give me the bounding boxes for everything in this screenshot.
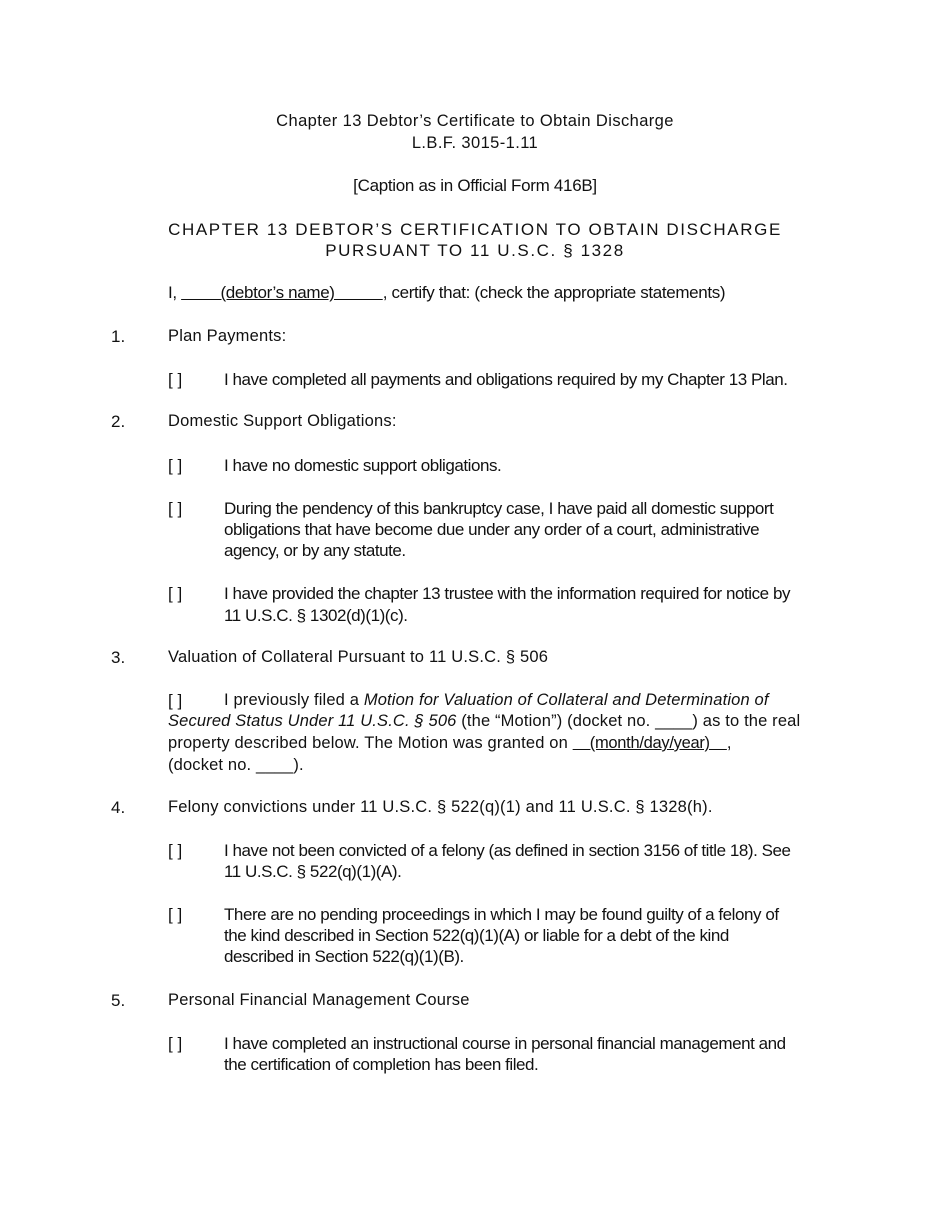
intro-suffix: , certify that: (check the appropriate statements) — [382, 283, 726, 302]
statement-line: the certification of completion has been filed. — [224, 1055, 539, 1074]
checkbox[interactable]: [ ] — [168, 1034, 183, 1053]
section-title: Felony convictions under 11 U.S.C. § 522(q)(1) and 11 U.S.C. § 1328(h). — [168, 798, 713, 816]
statement-line: During the pendency of this bankruptcy case, I have paid all domestic support — [224, 499, 774, 518]
certify-statement — [168, 282, 725, 303]
valuation-line-4: (docket no. ____). — [168, 756, 304, 774]
statement-line: I have no domestic support obligations. — [224, 456, 502, 475]
valuation-line-3 — [168, 733, 732, 754]
checkbox[interactable]: [ ] — [168, 456, 183, 475]
heading-line-1: CHAPTER 13 DEBTOR’S CERTIFICATION TO OBTAIN DISCHARGE — [168, 220, 782, 239]
valuation-text: (the “Motion”) (docket no. ____) as to the real — [456, 712, 801, 730]
section-number: 3. — [111, 648, 126, 667]
valuation-text: property described below. The Motion was granted on — [168, 734, 573, 752]
checkbox[interactable]: [ ] — [168, 841, 183, 860]
statement-line: There are no pending proceedings in which I may be found guilty of a felony of — [224, 905, 779, 924]
intro-prefix: I, — [168, 283, 182, 302]
motion-title: Motion for Valuation of Collateral and Determination of — [363, 691, 769, 709]
valuation-line-1 — [224, 690, 769, 711]
checkbox[interactable]: [ ] — [168, 905, 183, 924]
section-title: Domestic Support Obligations: — [168, 412, 397, 430]
checkbox[interactable]: [ ] — [168, 691, 183, 710]
heading-line-2: PURSUANT TO 11 U.S.C. § 1328 — [325, 241, 625, 260]
statement-line: I have completed an instructional course in personal financial management and — [224, 1034, 786, 1053]
valuation-text: , — [726, 734, 732, 752]
section-number: 5. — [111, 991, 126, 1010]
debtor-name-blank[interactable]: (debtor’s name) — [181, 283, 383, 302]
section-title: Plan Payments: — [168, 327, 287, 345]
statement-line: I have not been convicted of a felony (as defined in section 3156 of title 18). See — [224, 841, 791, 860]
statement-line: 11 U.S.C. § 522(q)(1)(A). — [224, 862, 402, 881]
form-title: Chapter 13 Debtor’s Certificate to Obtain Discharge — [276, 112, 674, 130]
grant-date-blank[interactable]: (month/day/year) — [572, 734, 727, 752]
checkbox[interactable]: [ ] — [168, 584, 183, 603]
section-title: Valuation of Collateral Pursuant to 11 U.S.C. § 506 — [168, 648, 549, 666]
section-number: 1. — [111, 327, 126, 346]
statement-line: I have completed all payments and obligations required by my Chapter 13 Plan. — [224, 370, 788, 389]
checkbox[interactable]: [ ] — [168, 499, 183, 518]
caption-note: [Caption as in Official Form 416B] — [353, 176, 597, 195]
statement-line: I have provided the chapter 13 trustee with the information required for notice by — [224, 584, 791, 603]
statement-line: obligations that have become due under any order of a court, administrative — [224, 520, 760, 539]
form-number: L.B.F. 3015-1.11 — [411, 134, 539, 152]
statement-line: described in Section 522(q)(1)(B). — [224, 947, 464, 966]
section-number: 4. — [111, 798, 126, 817]
section-title: Personal Financial Management Course — [168, 991, 470, 1009]
statement-line: agency, or by any statute. — [224, 541, 406, 560]
section-number: 2. — [111, 412, 126, 431]
statement-line: the kind described in Section 522(q)(1)(A) or liable for a debt of the kind — [224, 926, 729, 945]
motion-title: Secured Status Under 11 U.S.C. § 506 — [168, 712, 457, 730]
valuation-text: I previously filed a — [224, 691, 364, 709]
valuation-line-2 — [168, 711, 800, 732]
statement-line: 11 U.S.C. § 1302(d)(1)(c). — [224, 606, 408, 625]
checkbox[interactable]: [ ] — [168, 370, 183, 389]
